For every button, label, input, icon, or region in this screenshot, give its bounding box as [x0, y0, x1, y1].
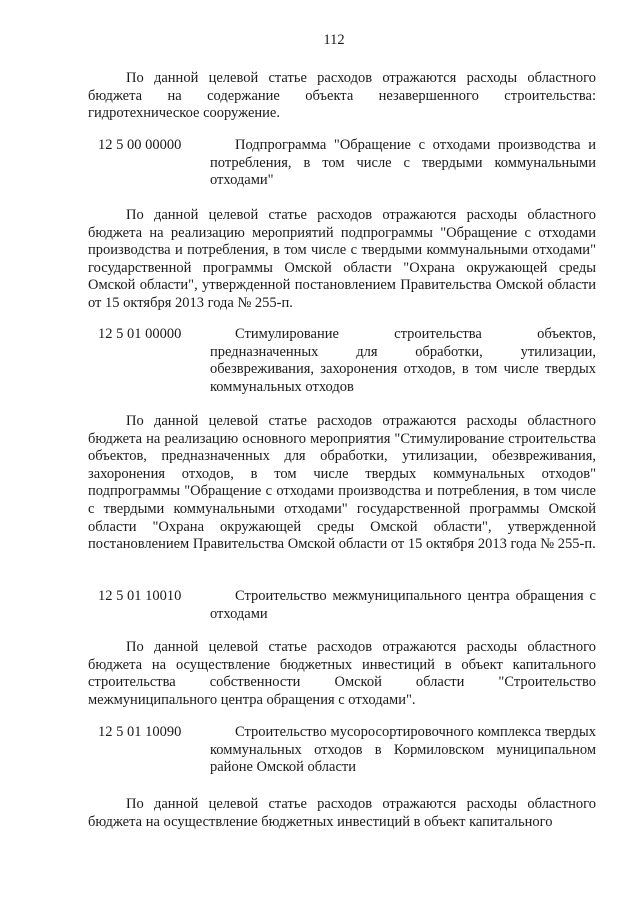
entry-title: Подпрограмма "Обращение с отходами производства и потребления, в том числе с твердыми коммунальными отходами"	[210, 137, 596, 189]
paragraph-4: По данной целевой статье расходов отражаются расходы областного бюджета на осуществление бюджетных инвестиций в объект капитального строительства собственности Омской области "Строительство межмуниципального центра обращения с отходами".	[88, 639, 596, 708]
paragraph-1: По данной целевой статье расходов отражаются расходы областного бюджета на содержание объекта незавершенного строительства: гидротехническое сооружение.	[88, 70, 596, 122]
paragraph-2: По данной целевой статье расходов отражаются расходы областного бюджета на реализацию мероприятий подпрограммы "Обращение с отходами производства и потребления, в том числе с твердыми коммунальными отходами" государственной программы Омской области "Охрана окружающей среды Омской области", утвержденной постановлением Правительства Омской области от 15 октября 2013 года № 255-п.	[88, 207, 596, 311]
page-number: 112	[323, 32, 345, 48]
entry-title: Стимулирование строительства объектов, предназначенных для обработки, утилизации, обезвреживания, захоронения отходов, в том числе твердых коммунальных отходов	[210, 326, 596, 395]
paragraph-5: По данной целевой статье расходов отражаются расходы областного бюджета на осуществление бюджетных инвестиций в объект капитального	[88, 796, 596, 830]
entry-title: Строительство мусоросортировочного комплекса твердых коммунальных отходов в Кормиловском муниципальном районе Омской области	[210, 724, 596, 776]
paragraph-3: По данной целевой статье расходов отражаются расходы областного бюджета на реализацию основного мероприятия "Стимулирование строительства объектов, предназначенных для обработки, утилизации, обезвреживания, захоронения отходов, в том числе твердых коммунальных отходов" подпрограммы "Обращение с отходами производства и потребления, в том числе с твердыми коммунальными отходами" государственной программы Омской области "Охрана окружающей среды Омской области", утвержденной постановлением Правительства Омской области от 15 октября 2013 года № 255-п.	[88, 413, 596, 553]
entry-code: 12 5 01 10010	[98, 588, 182, 604]
entry-code: 12 5 01 10090	[98, 724, 182, 740]
entry-code: 12 5 01 00000	[98, 326, 182, 342]
entry-title: Строительство межмуниципального центра обращения с отходами	[210, 588, 596, 622]
entry-code: 12 5 00 00000	[98, 137, 182, 153]
